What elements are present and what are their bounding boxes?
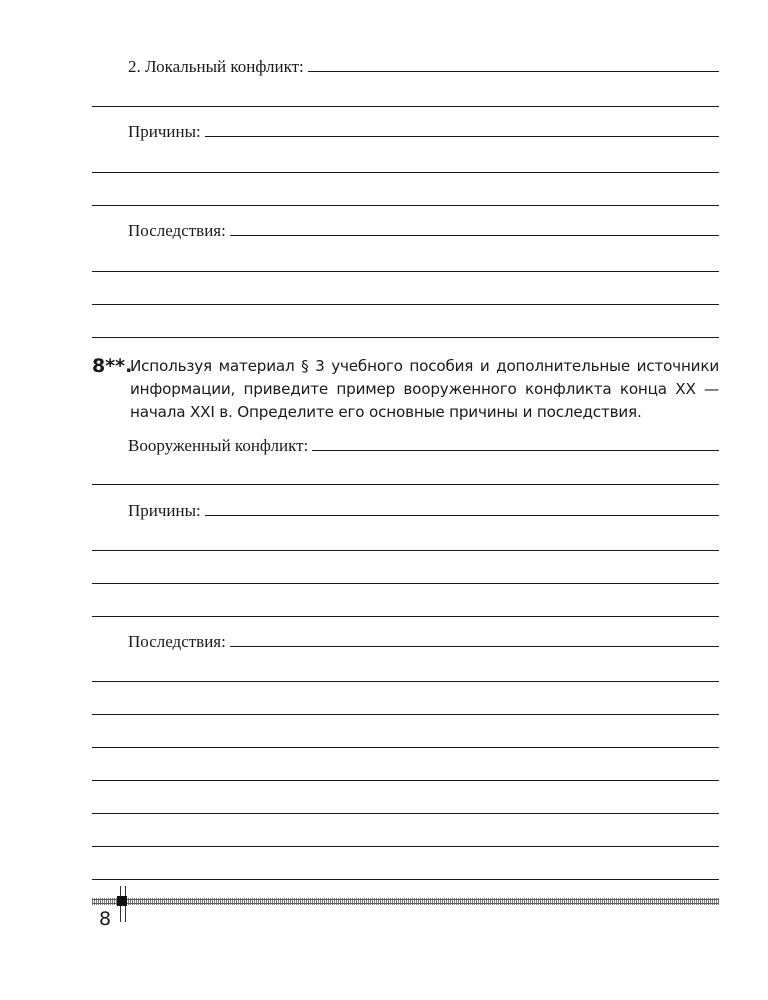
answer-line[interactable] xyxy=(92,879,719,880)
answer-line[interactable] xyxy=(92,484,719,485)
answer-line[interactable] xyxy=(230,646,719,647)
answer-line[interactable] xyxy=(92,714,719,715)
task-8 xyxy=(92,355,719,424)
answer-line[interactable] xyxy=(92,106,719,107)
answer-line[interactable] xyxy=(92,813,719,814)
consequences-field-2[interactable] xyxy=(128,633,719,650)
answer-line[interactable] xyxy=(312,450,719,451)
answer-line[interactable] xyxy=(92,846,719,847)
armed-conflict-field[interactable] xyxy=(128,437,719,454)
causes-label: Причины: xyxy=(128,122,201,141)
causes-label: Причины: xyxy=(128,501,201,520)
answer-line[interactable] xyxy=(92,616,719,617)
footer-divider xyxy=(92,898,719,905)
task-number: 8**. xyxy=(92,355,133,377)
answer-line[interactable] xyxy=(308,71,719,72)
answer-line[interactable] xyxy=(92,271,719,272)
answer-line[interactable] xyxy=(92,172,719,173)
page-number: 8 xyxy=(99,908,112,930)
consequences-label: Последствия: xyxy=(128,632,226,651)
answer-line[interactable] xyxy=(92,681,719,682)
answer-line[interactable] xyxy=(92,747,719,748)
causes-field-1[interactable] xyxy=(128,123,719,140)
local-conflict-field[interactable] xyxy=(128,58,719,75)
task-text: Используя материал § 3 учебного пособия и дополнительные источники информации, приведите пример вооруженного конфликта конца XX — начала XXI в. Определите его основные причины и последствия. xyxy=(130,357,719,421)
answer-line[interactable] xyxy=(205,515,719,516)
local-conflict-label: 2. Локальный конфликт: xyxy=(128,57,304,76)
answer-line[interactable] xyxy=(230,235,719,236)
answer-line[interactable] xyxy=(92,205,719,206)
answer-line[interactable] xyxy=(92,550,719,551)
answer-line[interactable] xyxy=(92,583,719,584)
armed-conflict-label: Вооруженный конфликт: xyxy=(128,436,309,455)
consequences-field-1[interactable] xyxy=(128,222,719,239)
footer-square-mark xyxy=(117,896,127,906)
answer-line[interactable] xyxy=(92,304,719,305)
answer-line[interactable] xyxy=(205,136,719,137)
causes-field-2[interactable] xyxy=(128,502,719,519)
consequences-label: Последствия: xyxy=(128,221,226,240)
answer-line[interactable] xyxy=(92,337,719,338)
answer-line[interactable] xyxy=(92,780,719,781)
